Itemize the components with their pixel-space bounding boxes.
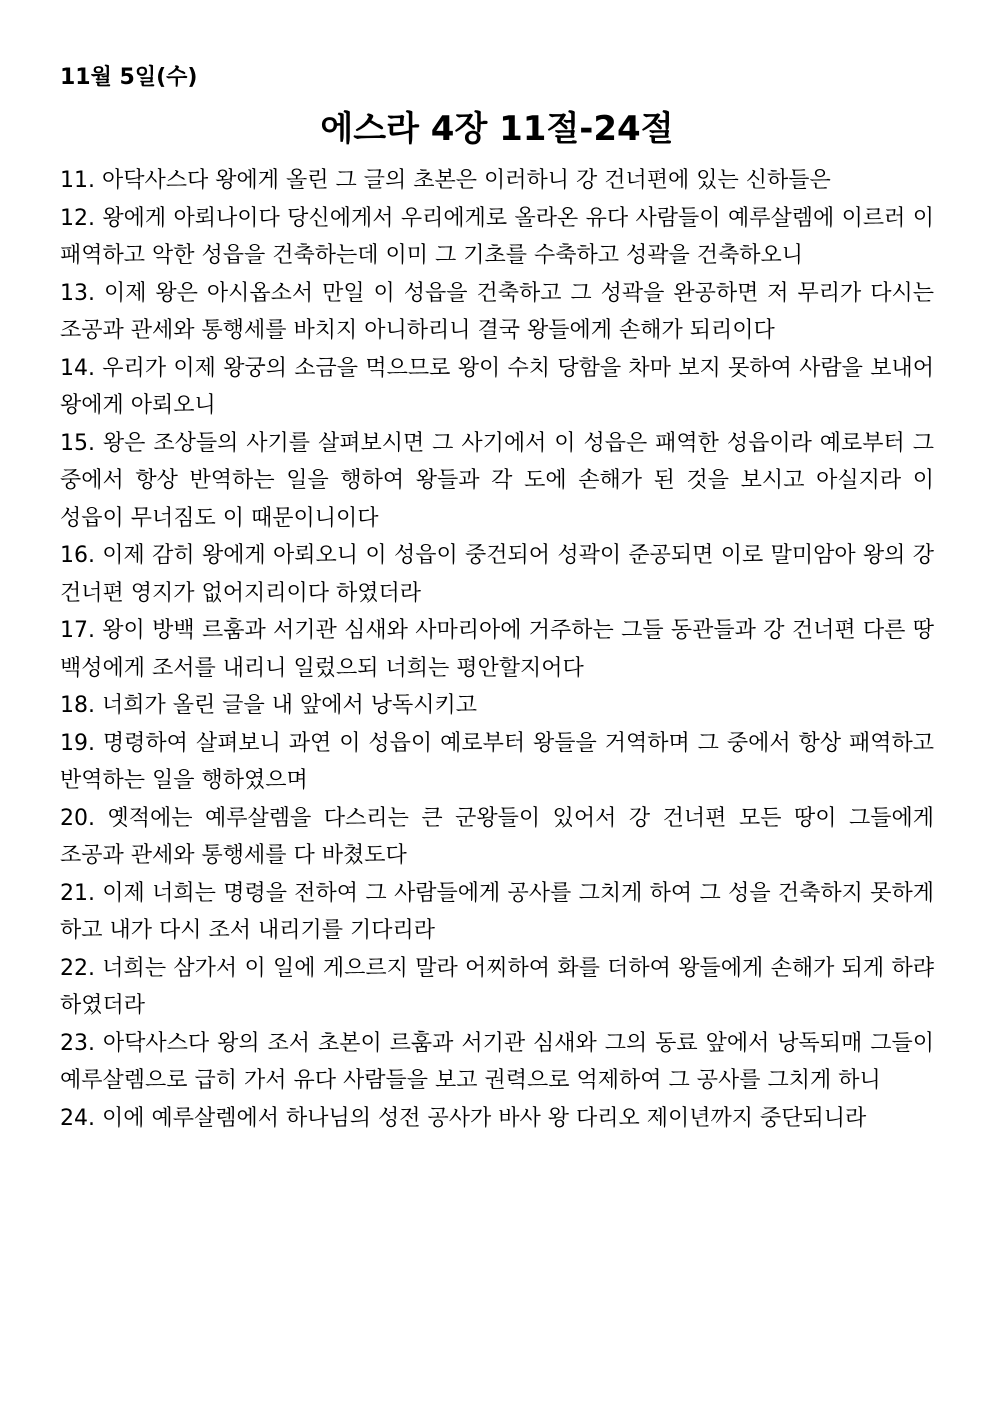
- document-page: [60, 58, 934, 1137]
- verse-21: 21. 이제 너희는 명령을 전하여 그 사람들에게 공사를 그치게 하여 그 성을 건축하지 못하게 하고 내가 다시 조서 내리기를 기다리라: [60, 880, 934, 943]
- verse-24: 24. 이에 예루살렘에서 하나님의 성전 공사가 바사 왕 다리오 제이년까지 중단되니라: [60, 1105, 867, 1131]
- verse-18: 18. 너희가 올린 글을 내 앞에서 낭독시키고: [60, 693, 477, 718]
- verse-12: 12. 왕에게 아뢰나이다 당신에게서 우리에게로 올라온 유다 사람들이 예루살렘에 이르러 이 패역하고 악한 성읍을 건축하는데 이미 그 기초를 수축하고 성곽을 건축하오니: [60, 205, 934, 268]
- verse-23: 23. 아닥사스다 왕의 조서 초본이 르훔과 서기관 심새와 그의 동료 앞에서 낭독되매 그들이 예루살렘으로 급히 가서 유다 사람들을 보고 권력으로 억제하여 그 공사를 그치게 하니: [60, 1030, 934, 1093]
- verse-19: 19. 명령하여 살펴보니 과연 이 성읍이 예로부터 왕들을 거역하며 그 중에서 항상 패역하고 반역하는 일을 행하였으며: [60, 730, 934, 793]
- date-header: 11월 5일(수): [60, 65, 198, 90]
- verse-17: 17. 왕이 방백 르훔과 서기관 심새와 사마리아에 거주하는 그들 동관들과 강 건너편 다른 땅 백성에게 조서를 내리니 일렀으되 너희는 평안할지어다: [60, 618, 934, 681]
- verse-20: 20. 옛적에는 예루살렘을 다스리는 큰 군왕들이 있어서 강 건너편 모든 땅이 그들에게 조공과 관세와 통행세를 다 바쳤도다: [60, 805, 934, 868]
- verse-11: 11. 아닥사스다 왕에게 올린 그 글의 초본은 이러하니 강 건너편에 있는 신하들은: [60, 168, 831, 193]
- page-title: 에스라 4장 11절-24절: [320, 109, 674, 149]
- verse-15: 15. 왕은 조상들의 사기를 살펴보시면 그 사기에서 이 성읍은 패역한 성읍이라 예로부터 그 중에서 항상 반역하는 일을 행하여 왕들과 각 도에 손해가 된 것을 보시고 아실지라 이 성읍이 무너짐도 이 때문이니이다: [60, 430, 934, 531]
- verse-list: [60, 162, 934, 1137]
- verse-22: 22. 너희는 삼가서 이 일에 게으르지 말라 어찌하여 화를 더하여 왕들에게 손해가 되게 하랴 하였더라: [60, 955, 934, 1018]
- verse-16: 16. 이제 감히 왕에게 아뢰오니 이 성읍이 중건되어 성곽이 준공되면 이로 말미암아 왕의 강 건너편 영지가 없어지리이다 하였더라: [60, 543, 934, 606]
- verse-13: 13. 이제 왕은 아시옵소서 만일 이 성읍을 건축하고 그 성곽을 완공하면 저 무리가 다시는 조공과 관세와 통행세를 바치지 아니하리니 결국 왕들에게 손해가 되리이다: [60, 280, 934, 343]
- verse-14: 14. 우리가 이제 왕궁의 소금을 먹으므로 왕이 수치 당함을 차마 보지 못하여 사람을 보내어 왕에게 아뢰오니: [60, 355, 934, 418]
